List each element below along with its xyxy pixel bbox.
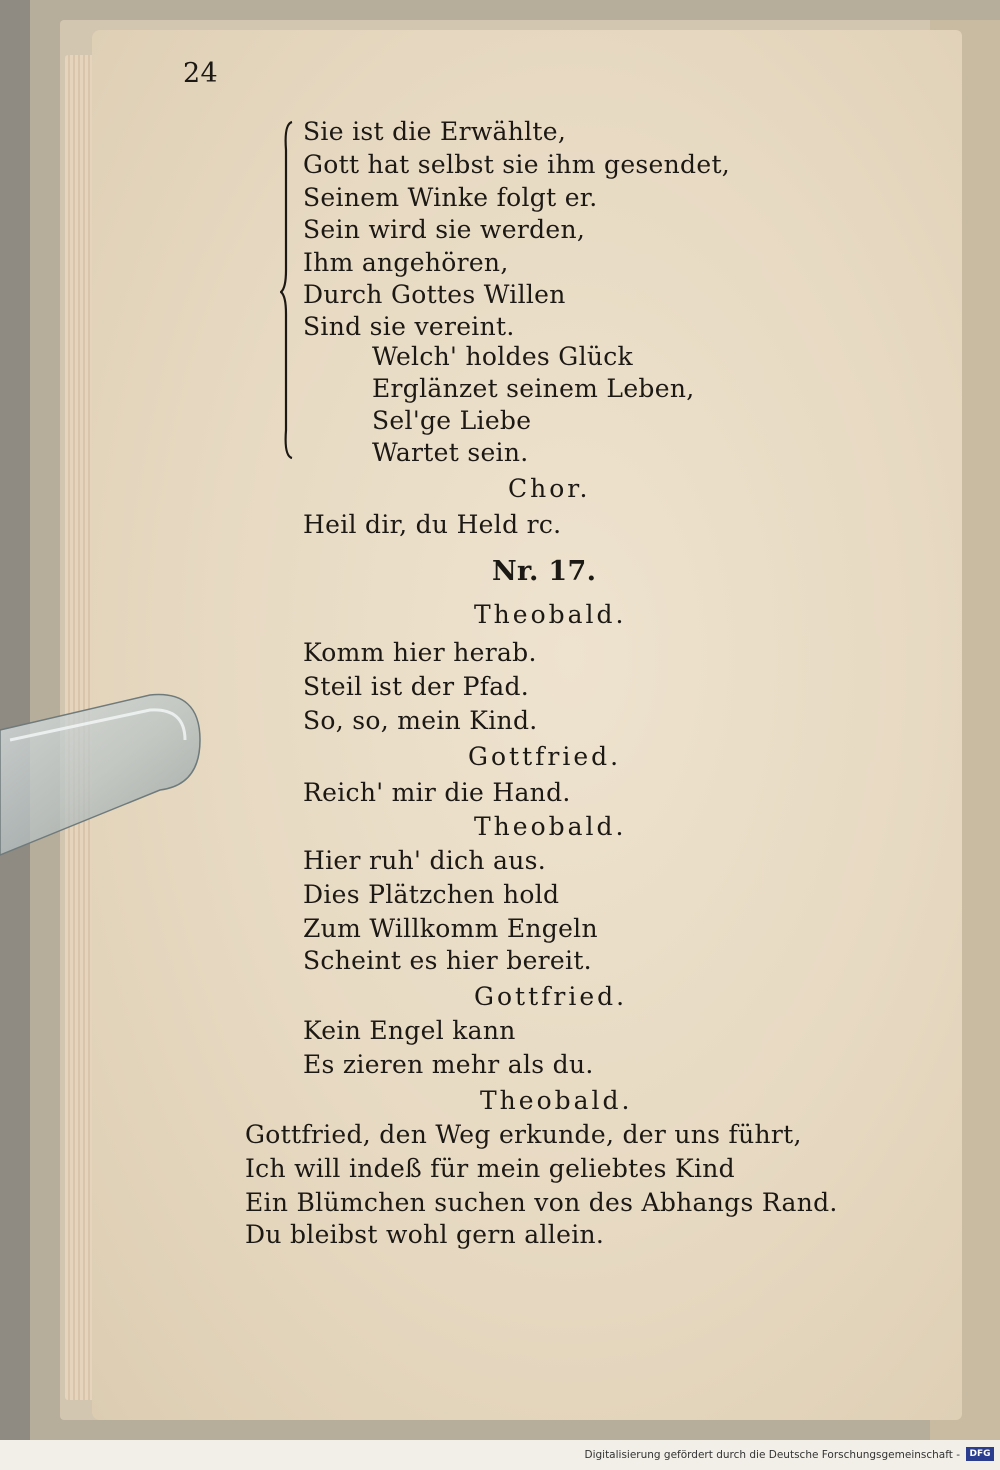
speaker-heading: Theobald. [474, 812, 627, 841]
plastic-page-clip [0, 690, 205, 860]
verse-line: Wartet sein. [372, 438, 529, 467]
speaker-heading: Gottfried. [474, 982, 628, 1011]
verse-line: Reich' mir die Hand. [303, 778, 571, 807]
speaker-heading: Theobald. [474, 600, 627, 629]
verse-line: Gottfried, den Weg erkunde, der uns führt, [245, 1120, 802, 1149]
page-number: 24 [183, 58, 218, 89]
verse-line: Sie ist die Erwählte, [303, 117, 567, 146]
verse-line: Durch Gottes Willen [303, 280, 566, 309]
curly-brace-icon [280, 120, 294, 460]
verse-line: Ich will indeß für mein geliebtes Kind [245, 1154, 735, 1183]
verse-line: Erglänzet seinem Leben, [372, 374, 695, 403]
funding-credit: Digitalisierung gefördert durch die Deutsche Forschungsgemeinschaft - [584, 1449, 960, 1461]
verse-line: Komm hier herab. [303, 638, 537, 667]
speaker-heading: Chor. [508, 474, 591, 503]
verse-line: Sind sie vereint. [303, 312, 515, 341]
verse-line: Kein Engel kann [303, 1016, 516, 1045]
verse-line: Heil dir, du Held rc. [303, 510, 562, 539]
verse-line: Welch' holdes Glück [372, 342, 634, 371]
dfg-logo[interactable]: DFG [966, 1447, 994, 1461]
speaker-heading: Theobald. [480, 1086, 633, 1115]
verse-line: Seinem Winke folgt er. [303, 183, 598, 212]
verse-line: Es zieren mehr als du. [303, 1050, 594, 1079]
verse-line: Sein wird sie werden, [303, 215, 586, 244]
verse-line: Ein Blümchen suchen von des Abhangs Rand. [245, 1188, 838, 1217]
section-number: Nr. 17. [492, 556, 597, 587]
verse-line: So, so, mein Kind. [303, 706, 538, 735]
verse-line: Sel'ge Liebe [372, 406, 532, 435]
verse-line: Gott hat selbst sie ihm gesendet, [303, 150, 731, 179]
speaker-heading: Gottfried. [468, 742, 622, 771]
verse-line: Zum Willkomm Engeln [303, 914, 598, 943]
footer-bar [0, 1440, 1000, 1470]
verse-line: Dies Plätzchen hold [303, 880, 560, 909]
verse-line: Steil ist der Pfad. [303, 672, 530, 701]
verse-line: Du bleibst wohl gern allein. [245, 1220, 605, 1249]
verse-line: Scheint es hier bereit. [303, 946, 592, 975]
verse-line: Ihm angehören, [303, 248, 509, 277]
verse-line: Hier ruh' dich aus. [303, 846, 546, 875]
